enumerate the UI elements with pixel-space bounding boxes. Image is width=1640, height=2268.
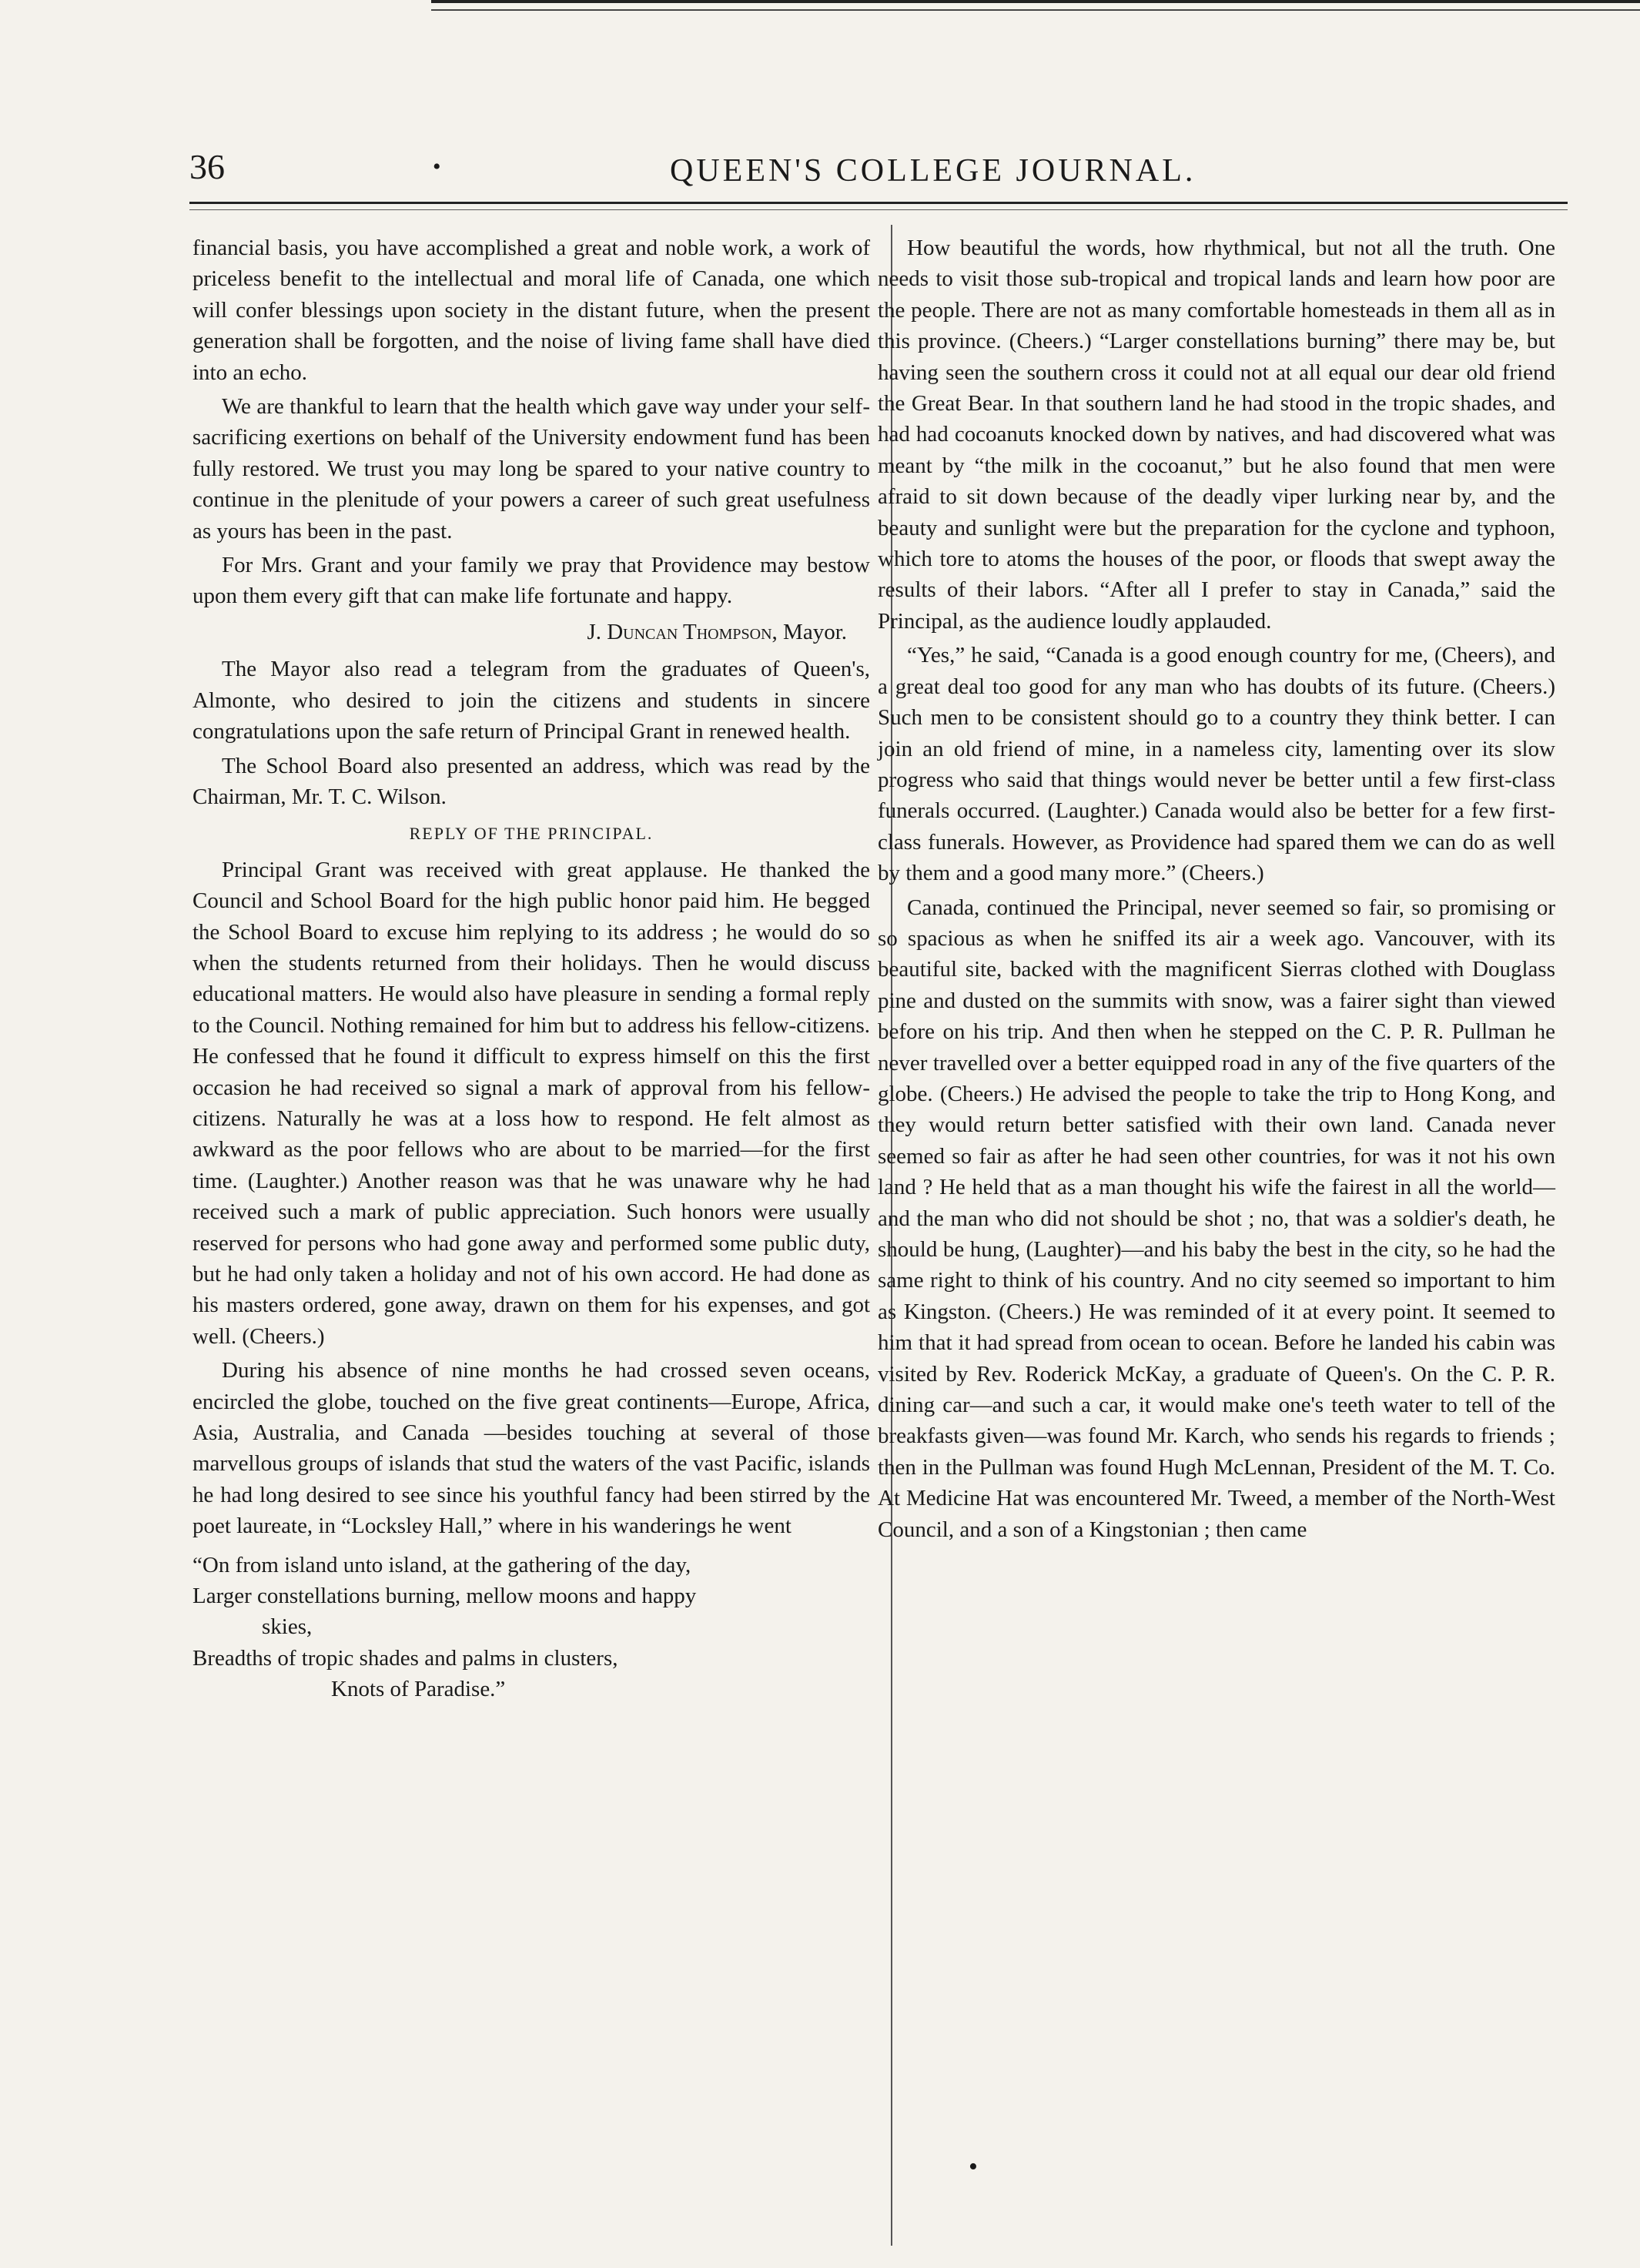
paragraph: During his absence of nine months he had crossed seven oceans, encircled the globe, touched on the five great continents—Europe, Africa, Asia, Australia, and Canada —besides touching at several of those marvellous groups of islands that stud the waters of the vast Pacific, islands he had long desired to see since his youthful fancy had been stirred by the poet laureate, in “Locksley Hall,” where in his wanderings he went	[192, 1358, 870, 1539]
verse-line: Knots of Paradise.”	[331, 1677, 506, 1702]
signature	[192, 617, 870, 647]
paragraph: For Mrs. Grant and your family we pray that Providence may bestow upon them every gift that can make life fortunate and happy.	[192, 553, 870, 609]
paragraph: The School Board also presented an address, which was read by the Chairman, Mr. T. C. Wilson.	[192, 753, 870, 809]
signature-name: J. Duncan Thompson,	[587, 619, 778, 644]
paragraph: financial basis, you have accomplished a great and noble work, a work of priceless benefit to the intellectual and moral life of Canada, one which will confer blessings upon society in the distant future, when the present generation shall be forgotten, and the noise of living fame shall have died into an echo.	[192, 236, 870, 385]
paragraph: “Yes,” he said, “Canada is a good enough country for me, (Cheers), and a great deal too good for any man who has doubts of its future. (Cheers.) Such men to be consistent should go to a country they think better. I can join an old friend of mine, in a nameless city, lamenting over its slow progress who said that things would never be better until a few first-class funerals occurred. (Laughter.) Canada would also be better for a few first-class funerals. However, as Providence had spared them we can do as well by them and a good many more.” (Cheers.)	[878, 643, 1555, 886]
verse-line: “On from island unto island, at the gathering of the day,	[192, 1552, 691, 1577]
section-heading: REPLY OF THE PRINCIPAL.	[409, 824, 654, 844]
top-rule-thin	[431, 9, 1640, 11]
paragraph: We are thankful to learn that the health which gave way under your self-sacrificing exertions on behalf of the University endowment fund has been fully restored. We trust you may long be spared to your native country to continue in the plenitude of your powers a career of such great usefulness as yours has been in the past.	[192, 394, 870, 544]
header-rule-thin	[189, 209, 1568, 210]
header-dot-mark: •	[433, 154, 441, 179]
header-rule	[189, 202, 1568, 204]
right-column	[878, 232, 1555, 1548]
paragraph: The Mayor also read a telegram from the graduates of Queen's, Almonte, who desired to join the citizens and students in sincere congratulations upon the safe return of Principal Grant in renewed health.	[192, 657, 870, 744]
verse-line: Larger constellations burning, mellow moons and happy	[192, 1584, 697, 1609]
paragraph: How beautiful the words, how rhythmical, but not all the truth. One needs to visit those sub-tropical and tropical lands and learn how poor are the people. There are not as many comfortable homesteads in them all as in this province. (Cheers.) “Larger constellations burning” there may be, but having seen the southern cross it could not at all equal our dear old friend the Great Bear. In that southern land he had stood in the tropic shades, and had had cocoanuts knocked down by natives, and had discovered what was meant by “the milk in the cocoanut,” but he also found that men were afraid to sit down because of the deadly viper lurking near by, and the beauty and sunlight were but the preparation for the cyclone and typhoon, which tore to atoms the houses of the poor, or floods that swept away the results of their labors. “After all I prefer to stay in Canada,” said the Principal, as the audience loudly applauded.	[878, 236, 1555, 634]
paragraph: Principal Grant was received with great applause. He thanked the Council and School Board for the high public honor paid him. He begged the School Board to excuse him replying to its address ; he would do so when the students returned from their holidays. Then he would discuss educational matters. He would also have pleasure in sending a formal reply to the Council. Nothing remained for him but to address his fellow-citizens. He confessed that he found it difficult to express himself on this the first occasion he had received so signal a mark of approval from his fellow-citizens. Naturally he was at a loss how to respond. He felt almost as awkward as the poor fellows who are about to be married—for the first time. (Laughter.) Another reason was that he was unaware why he had received such a mark of public appreciation. Such honors were usually reserved for persons who had gone away and performed some public duty, but he had only taken a holiday and not of his own accord. He had done as his masters ordered, gone away, drawn on them for his expenses, and got well. (Cheers.)	[192, 857, 870, 1349]
top-rule	[431, 0, 1640, 3]
footer-dot-mark: •	[969, 2153, 978, 2181]
signature-title: Mayor.	[783, 619, 847, 644]
verse-line: Breadths of tropic shades and palms in clusters,	[192, 1645, 618, 1671]
paragraph: Canada, continued the Principal, never seemed so fair, so promising or so spacious as when he sniffed its air a week ago. Vancouver, with its beautiful site, backed with the magnificent Sierras clothed with Douglass pine and dusted on the summits with snow, was a fairer sight than viewed before on his trip. And then when he stepped on the C. P. R. Pullman he never travelled over a better equipped road in any of the five quarters of the globe. (Cheers.) He advised the people to take the trip to Hong Kong, and they would return better satisfied with their own land. Canada never seemed so fair as after he had seen other countries, for was it not his own land ? He held that as a man thought his wife the fairest in all the world—and the man who did not should be shot ; no, that was a soldier's death, he should be hung, (Laughter)—and his baby the best in the city, so he had the same right to think of his country. And no city seemed so important to him as Kingston. (Cheers.) He was reminded of it at every point. It seemed to him that it had spread from ocean to ocean. Before he landed his cabin was visited by Rev. Roderick McKay, a graduate of Queen's. On the C. P. R. dining car—and such a car, it would make one's teeth water to tell of the breakfasts given—was found Mr. Karch, who sends his regards to friends ; then in the Pullman was found Hugh McLennan, President of the M. T. Co. At Medicine Hat was encountered Mr. Tweed, a member of the North-West Council, and a son of a Kingstonian ; then came	[878, 895, 1555, 1542]
verse-line: skies,	[262, 1614, 313, 1640]
verse-quotation	[192, 1550, 870, 1705]
page-number: 36	[189, 147, 225, 186]
running-head-title: QUEEN'S COLLEGE JOURNAL.	[670, 153, 1197, 189]
left-column	[192, 232, 870, 1705]
